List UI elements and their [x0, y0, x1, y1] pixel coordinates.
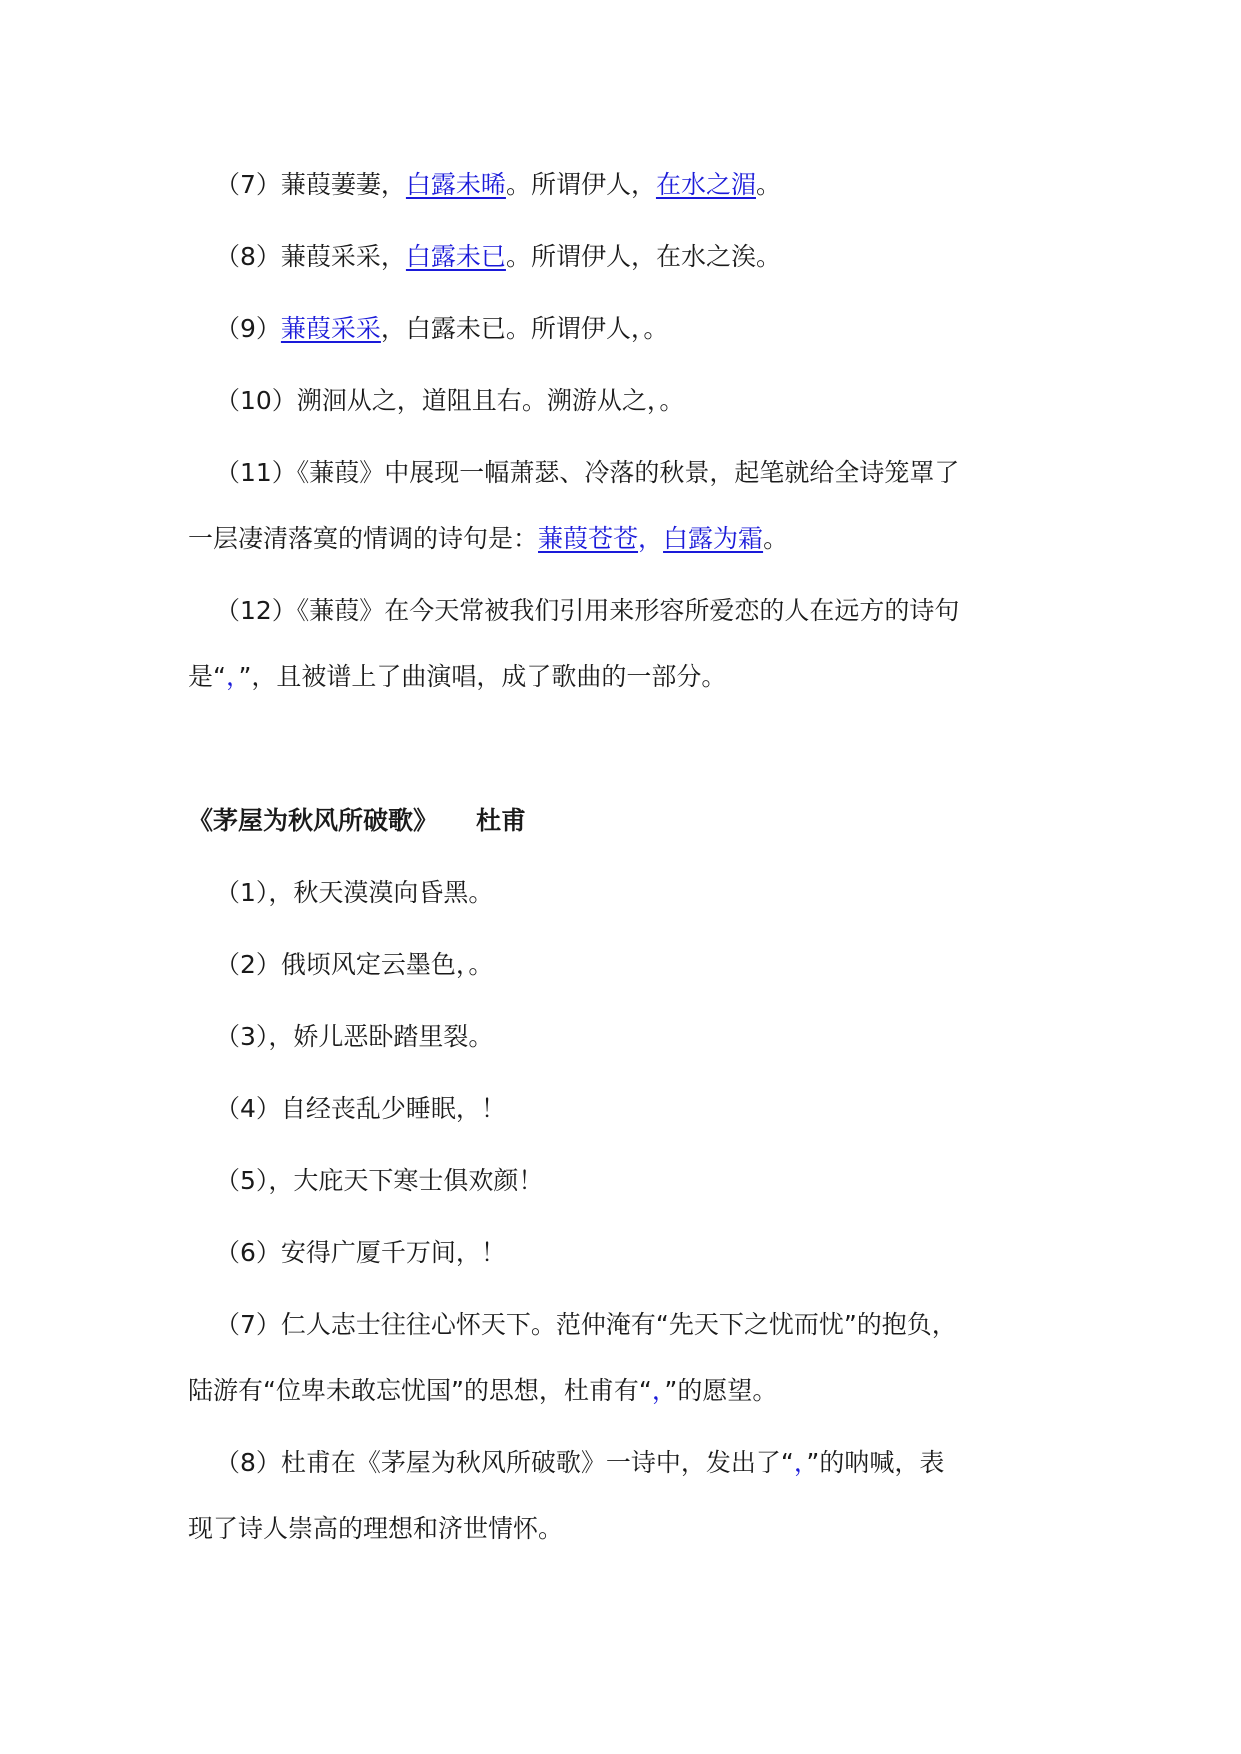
poem-question-7-text-2: ”的愿望。 — [664, 1376, 778, 1405]
poem-question-7-text: 陆游有“位卑未敢忘忧国”的思想，杜甫有“ — [188, 1376, 652, 1405]
question-7-text: （7）蒹葭萋萋， — [215, 170, 406, 199]
poem-question-1: （1），秋天漠漠向昏黑。 — [215, 878, 494, 907]
blank-comma-1: ， — [225, 662, 239, 691]
question-8 — [215, 240, 781, 274]
question-12-text-2: ”，且被谱上了曲演唱，成了歌曲的一部分。 — [238, 662, 727, 691]
answer-link-5[interactable]: 蒹葭苍苍 — [538, 524, 639, 553]
answer-link-2[interactable]: 在水之湄 — [655, 170, 756, 199]
question-11-line-2 — [188, 522, 788, 556]
poem-question-8-text: （8）杜甫在《茅屋为秋风所破歌》一诗中，发出了“ — [215, 1448, 794, 1477]
poem-question-4: （4）自经丧乱少睡眠，！ — [215, 1094, 506, 1123]
question-7-text-2: 。所谓伊人， — [505, 170, 656, 199]
question-12-line-2 — [188, 660, 726, 694]
blank-comma-2: ， — [651, 1376, 665, 1405]
question-7 — [215, 168, 781, 202]
poem-question-8-line-1 — [215, 1446, 944, 1480]
question-11-text-2: 。 — [763, 524, 789, 553]
question-8-text-2: 。所谓伊人，在水之涘。 — [505, 242, 781, 271]
poem-question-7-line-2 — [188, 1374, 777, 1408]
answer-link-6[interactable]: 白露为霜 — [663, 524, 764, 553]
poem-question-2: （2）俄顷风定云墨色，。 — [215, 950, 494, 979]
poem-author: 杜甫 — [476, 806, 527, 835]
answer-comma: ， — [638, 524, 664, 553]
poem-question-7-line-1: （7）仁人志士往往心怀天下。范仲淹有“先天下之忧而忧”的抱负， — [215, 1310, 957, 1339]
answer-link-3[interactable]: 白露未已 — [405, 242, 506, 271]
question-9 — [215, 312, 668, 346]
poem-heading — [188, 804, 526, 838]
blank-comma-3: ， — [793, 1448, 807, 1477]
question-7-text-3: 。 — [755, 170, 781, 199]
question-11-text: 一层凄清落寞的情调的诗句是： — [188, 524, 539, 553]
answer-link-1[interactable]: 白露未晞 — [405, 170, 506, 199]
poem-question-8-text-2: ”的呐喊，表 — [806, 1448, 945, 1477]
poem-question-3: （3），娇儿恶卧踏里裂。 — [215, 1022, 494, 1051]
question-10: （10）溯洄从之，道阻且右。溯游从之，。 — [215, 386, 685, 415]
poem-title: 《茅屋为秋风所破歌》 — [188, 806, 439, 835]
question-9-text: （9） — [215, 314, 281, 343]
poem-question-5: （5），大庇天下寒士俱欢颜！ — [215, 1166, 544, 1195]
question-11-line-1: （11）《蒹葭》中展现一幅萧瑟、冷落的秋景，起笔就给全诗笼罩了 — [215, 458, 960, 487]
question-12-line-1: （12）《蒹葭》在今天常被我们引用来形容所爱恋的人在远方的诗句 — [215, 596, 960, 625]
answer-link-4[interactable]: 蒹葭采采 — [280, 314, 381, 343]
question-8-text: （8）蒹葭采采， — [215, 242, 406, 271]
question-9-text-2: ，白露未已。所谓伊人，。 — [380, 314, 669, 343]
question-12-text: 是“ — [188, 662, 226, 691]
poem-question-8-line-2: 现了诗人崇高的理想和济世情怀。 — [188, 1514, 564, 1543]
poem-question-6: （6）安得广厦千万间，！ — [215, 1238, 506, 1267]
